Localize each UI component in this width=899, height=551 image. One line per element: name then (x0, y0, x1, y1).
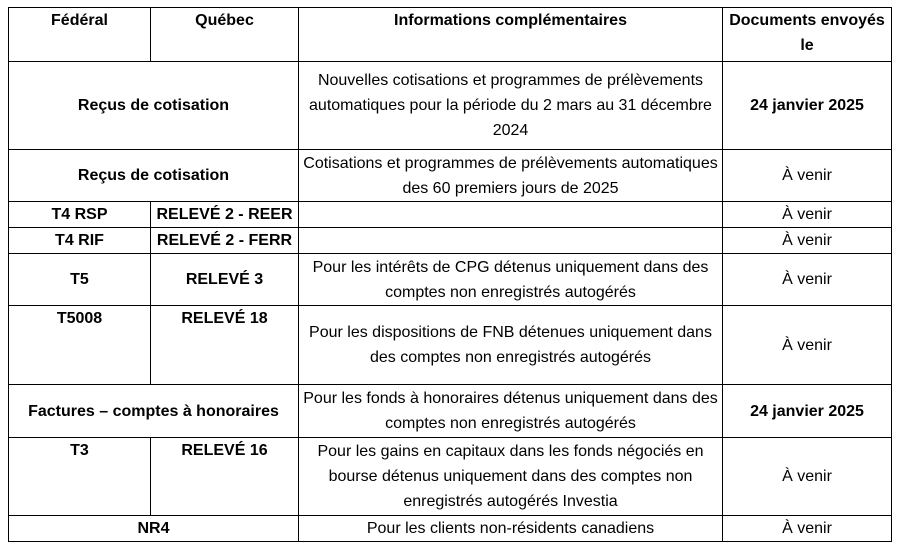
info-cell: Pour les dispositions de FNB détenues uniquement dans des comptes non enregistrés autogérés (299, 306, 723, 385)
info-cell: Nouvelles cotisations et programmes de prélèvements automatiques pour la période du 2 mars au 31 décembre 2024 (299, 62, 723, 150)
quebec-cell: RELEVÉ 18 (151, 306, 299, 385)
date-cell: À venir (723, 202, 892, 228)
federal-cell: T4 RSP (9, 202, 151, 228)
federal-cell: T5 (9, 254, 151, 306)
quebec-cell: RELEVÉ 2 - FERR (151, 228, 299, 254)
tax-documents-table (8, 7, 892, 542)
table-row (9, 228, 892, 254)
info-cell (299, 228, 723, 254)
date-cell: 24 janvier 2025 (723, 62, 892, 150)
federal-cell: T4 RIF (9, 228, 151, 254)
quebec-cell: RELEVÉ 16 (151, 438, 299, 516)
form-cell: Reçus de cotisation (9, 150, 299, 202)
quebec-cell: RELEVÉ 2 - REER (151, 202, 299, 228)
date-cell: À venir (723, 306, 892, 385)
table-row (9, 306, 892, 385)
table-header-row (9, 8, 892, 62)
info-cell: Cotisations et programmes de prélèvements automatiques des 60 premiers jours de 2025 (299, 150, 723, 202)
info-cell: Pour les clients non-résidents canadiens (299, 516, 723, 542)
header-documents: Documents envoyés le (723, 8, 892, 62)
table-row (9, 438, 892, 516)
header-info: Informations complémentaires (299, 8, 723, 62)
table-row (9, 516, 892, 542)
date-cell: 24 janvier 2025 (723, 385, 892, 438)
form-cell: Reçus de cotisation (9, 62, 299, 150)
info-cell: Pour les gains en capitaux dans les fonds négociés en bourse détenus uniquement dans des comptes non enregistrés autogérés Investia (299, 438, 723, 516)
header-federal: Fédéral (9, 8, 151, 62)
table-row (9, 385, 892, 438)
header-quebec: Québec (151, 8, 299, 62)
date-cell: À venir (723, 228, 892, 254)
quebec-cell: RELEVÉ 3 (151, 254, 299, 306)
form-cell: Factures – comptes à honoraires (9, 385, 299, 438)
table-row (9, 202, 892, 228)
form-cell: NR4 (9, 516, 299, 542)
federal-cell: T3 (9, 438, 151, 516)
info-cell: Pour les fonds à honoraires détenus uniquement dans des comptes non enregistrés autogérés (299, 385, 723, 438)
table-row (9, 150, 892, 202)
info-cell: Pour les intérêts de CPG détenus uniquement dans des comptes non enregistrés autogérés (299, 254, 723, 306)
table-row (9, 62, 892, 150)
date-cell: À venir (723, 438, 892, 516)
federal-cell: T5008 (9, 306, 151, 385)
info-cell (299, 202, 723, 228)
date-cell: À venir (723, 254, 892, 306)
date-cell: À venir (723, 150, 892, 202)
table-row (9, 254, 892, 306)
date-cell: À venir (723, 516, 892, 542)
